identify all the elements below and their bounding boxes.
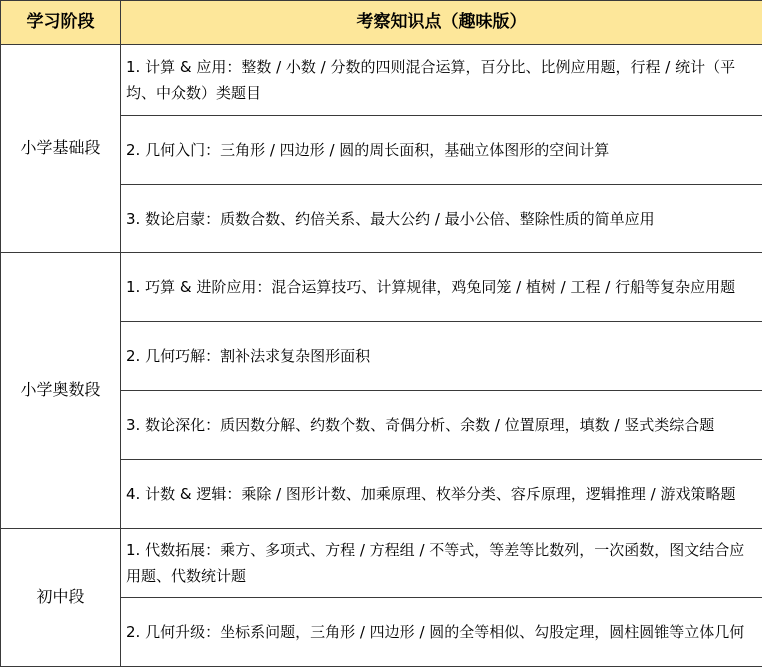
knowledge-point-cell: 1. 计算 & 应用：整数 / 小数 / 分数的四则混合运算，百分比、比例应用题，行程 / 统计（平均、中众数）类题目 [121,45,762,116]
knowledge-point-cell: 1. 巧算 & 进阶应用：混合运算技巧、计算规律，鸡兔同笼 / 植树 / 工程 / 行船等复杂应用题 [121,253,762,322]
knowledge-point-cell: 3. 数论启蒙：质数合数、约倍关系、最大公约 / 最小公倍、整除性质的简单应用 [121,185,762,253]
knowledge-point-cell: 2. 几何巧解：割补法求复杂图形面积 [121,322,762,391]
knowledge-point-cell: 3. 数论深化：质因数分解、约数个数、奇偶分析、余数 / 位置原理，填数 / 竖式类综合题 [121,391,762,460]
table-row [1,529,762,598]
knowledge-point-cell: 1. 代数拓展：乘方、多项式、方程 / 方程组 / 不等式，等差等比数列，一次函数，图文结合应用题、代数统计题 [121,529,762,598]
table-row [1,45,762,116]
header-knowledge-points: 考察知识点（趣味版） [121,1,762,45]
knowledge-point-cell: 2. 几何入门：三角形 / 四边形 / 圆的周长面积，基础立体图形的空间计算 [121,116,762,185]
stage-cell-primary-olympiad: 小学奥数段 [1,253,121,529]
knowledge-point-cell: 2. 几何升级：坐标系问题，三角形 / 四边形 / 圆的全等相似、勾股定理，圆柱圆锥等立体几何 [121,598,762,667]
stage-cell-primary-basic: 小学基础段 [1,45,121,253]
table-row [1,253,762,322]
header-stage: 学习阶段 [1,1,121,45]
header-row [1,1,762,45]
stage-cell-junior-high: 初中段 [1,529,121,667]
knowledge-point-cell: 4. 计数 & 逻辑：乘除 / 图形计数、加乘原理、枚举分类、容斥原理，逻辑推理 / 游戏策略题 [121,460,762,529]
